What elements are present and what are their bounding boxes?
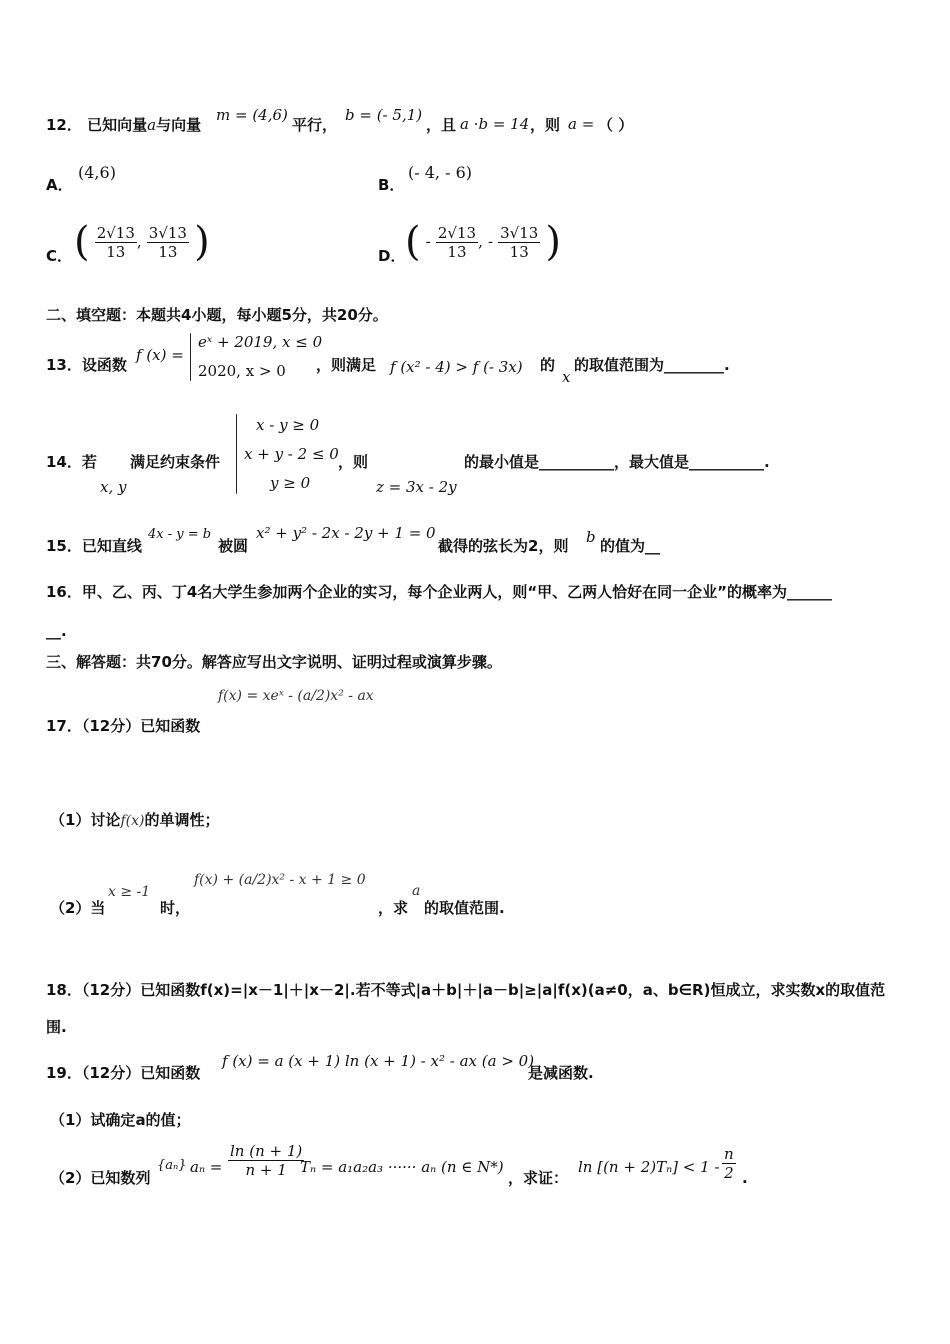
q12-option-a: (4,6): [78, 163, 116, 182]
q14-stem: 14．若: [46, 453, 97, 471]
q13-case-1: eˣ + 2019, x ≤ 0: [198, 333, 323, 351]
q12-m-vector: m = (4,6): [216, 106, 288, 124]
q16-answer-blank-end: __.: [46, 622, 67, 640]
q15-line: 4x - y = b: [148, 527, 212, 542]
q12-option-b-label: B．: [378, 176, 405, 194]
q19-function: f (x) = a (x + 1) ln (x + 1) - x² - ax (a > 0): [222, 1052, 535, 1070]
q17-part-2: （2）当: [50, 899, 106, 917]
q15-stem: 15．已知直线: [46, 537, 142, 555]
q18-stem-end: 围.: [46, 1018, 67, 1036]
q19-part-1: （1）试确定a的值；: [50, 1111, 191, 1129]
q12-b-vector: b = (- 5,1): [345, 106, 423, 124]
q12-option-d: ( - $\frac{2√13}{13}$ , - $\frac{3√13}{13}$ ): [405, 219, 562, 265]
q17-part-2-inequality: f(x) + (a/2)x² - x + 1 ≥ 0: [194, 872, 366, 888]
q13-inequality: f (x² - 4) > f (- 3x): [390, 358, 523, 376]
q19-an-fraction: $\frac{\ln (n + 1)}{n + 1}$: [230, 1142, 303, 1179]
q14-constraint-3: y ≥ 0: [270, 474, 311, 492]
q14-constraint-2: x + y - 2 ≤ 0: [244, 445, 339, 463]
q13-answer-blank: 的取值范围为________.: [574, 356, 730, 374]
q19-stem: 19．（12分）已知函数: [46, 1064, 201, 1082]
q19-product: Tₙ = a₁a₂a₃ ······ aₙ (n ∈ N*): [300, 1158, 504, 1176]
q14-constraint-1: x - y ≥ 0: [256, 416, 320, 434]
q12-number: 12．: [46, 116, 82, 134]
q17-stem: 17．（12分）已知函数: [46, 717, 201, 735]
q14-objective: z = 3x - 2y: [376, 478, 457, 496]
q18-stem: 18．（12分）已知函数f(x)=|x－1|＋|x－2|.若不等式|a＋b|＋|a－b|≥|a|f(x)(a≠0，a、b∈R)恒成立，求实数x的取值范: [46, 981, 886, 999]
q17-part-1: （1）讨论f(x)的单调性；: [50, 811, 220, 829]
q14-answer-blanks: 的最小值是__________，最大值是__________.: [464, 453, 770, 471]
q13-stem: 13．设函数: [46, 356, 127, 374]
q16-stem: 16．甲、乙、丙、丁4名大学生参加两个企业的实习，每个企业两人，则“甲、乙两人恰好在同一企业”的概率为______: [46, 583, 833, 601]
q12-option-a-label: A．: [46, 176, 73, 194]
q19-part-2: （2）已知数列: [50, 1169, 151, 1187]
q19-proof-inequality: ln [(n + 2)Tₙ] < 1 -: [578, 1158, 720, 1176]
q13-brace: [190, 333, 191, 381]
q15-answer-blank: 的值为__: [600, 537, 661, 555]
q12-option-c-label: C．: [46, 247, 73, 265]
q19-proof-fraction: $\frac{n}{2}$: [724, 1145, 734, 1182]
section-fill-in-heading: 二、填空题：本题共4小题，每小题5分，共20分。: [46, 306, 388, 324]
q13-function: f (x) =: [136, 346, 184, 364]
section-solutions-heading: 三、解答题：共70分。解答应写出文字说明、证明过程或演算步骤。: [46, 653, 502, 671]
q12-option-d-label: D．: [378, 247, 406, 265]
q19-sequence: {aₙ}: [157, 1158, 187, 1173]
q17-part-2-condition: x ≥ -1: [108, 884, 151, 900]
q14-variables: x, y: [100, 478, 127, 496]
q14-brace: [236, 414, 237, 494]
q15-circle: x² + y² - 2x - 2y + 1 = 0: [256, 524, 436, 542]
q12-option-b: (- 4, - 6): [408, 163, 472, 182]
q13-case-2: 2020, x > 0: [198, 362, 286, 380]
q17-function-formula: f(x) = xeˣ - (a/2)x² - ax: [218, 688, 374, 704]
q12-stem: 12． 已知向量a与向量: [46, 116, 202, 134]
q12-dot-product: a ·b = 14: [460, 115, 530, 133]
q12-option-c: ( $\frac{2√13}{13}$ , $\frac{3√13}{13}$ ): [74, 219, 210, 265]
